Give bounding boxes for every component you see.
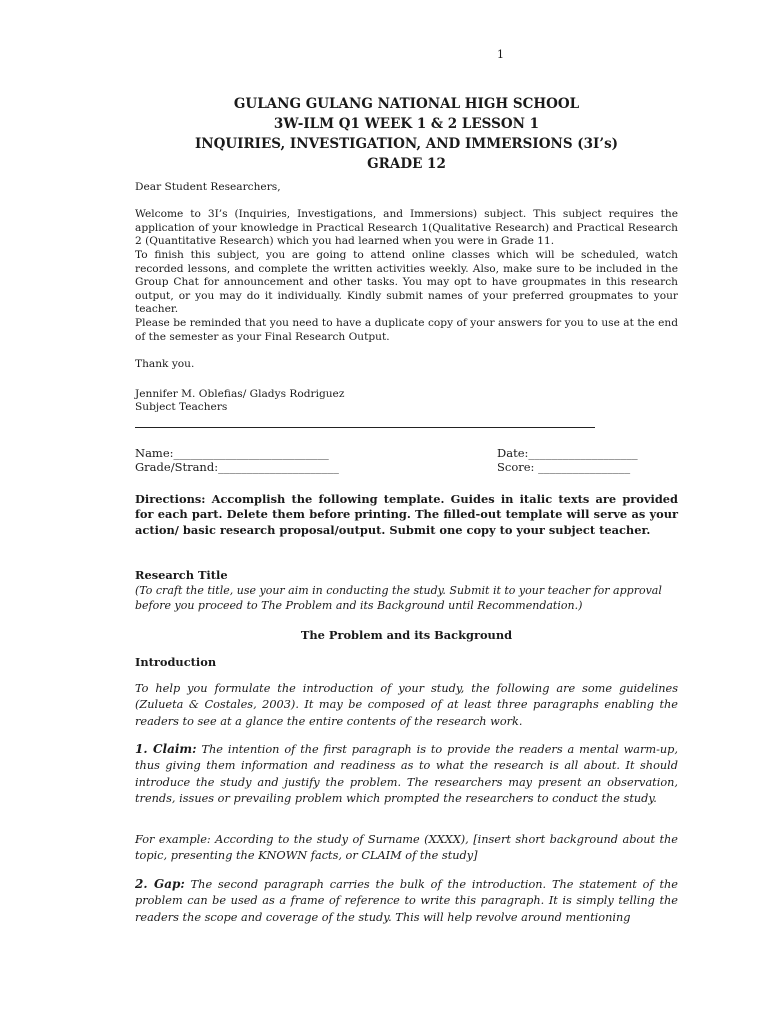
- name-field[interactable]: Name:___________________________: [135, 446, 329, 460]
- claim-paragraph: [135, 741, 678, 807]
- grade-strand-field[interactable]: Grade/Strand:_____________________: [135, 460, 339, 474]
- signatories: Jennifer M. Oblefias/ Gladys Rodriguez: [135, 388, 345, 400]
- student-info-fields: [135, 446, 678, 474]
- signatories-role: Subject Teachers: [135, 401, 228, 413]
- document-header: [135, 94, 678, 174]
- date-field[interactable]: Date:___________________: [497, 446, 638, 460]
- problem-background-heading: The Problem and its Background: [300, 628, 513, 642]
- example-paragraph: For example: According to the study of Surname (XXXX), [insert short background about the topic, presenting the KNOWN facts, or CLAIM of the study]: [135, 833, 678, 863]
- claim-label: 1. Claim:: [135, 742, 197, 756]
- salutation: Dear Student Researchers,: [135, 181, 281, 193]
- letter-paragraph-1: Welcome to 3I’s (Inquiries, Investigations, and Immersions) subject. This subject requires the application of your knowledge in Practical Research 1(Qualitative Research) and Practical Research 2 (Quantitative Research) which you had learned when you were in Grade 11.: [135, 208, 678, 248]
- introduction-guide: To help you formulate the introduction of your study, the following are some guidelines (Zulueta & Costales, 2003). It may be composed of at least three paragraphs enabling the readers to see at a glance the entire contents of the research work.: [135, 682, 678, 728]
- research-title-heading: Research Title: [135, 568, 228, 582]
- introduction-heading: Introduction: [135, 655, 217, 669]
- score-field[interactable]: Score: ________________: [497, 460, 631, 474]
- letter-paragraph-3: Please be reminded that you need to have a duplicate copy of your answers for you to use at the end of the semester as your Final Research Output.: [135, 317, 678, 343]
- letter-paragraph-2: To finish this subject, you are going to attend online classes which will be scheduled, watch recorded lessons, and complete the written activities weekly. Also, make sure to be included in the Group Chat for announcement and other tasks. You may opt to have groupmates in this research output, or you may do it individually. Kindly submit names of your preferred groupmates to your teacher.: [135, 249, 678, 316]
- subject-title: INQUIRIES, INVESTIGATION, AND IMMERSIONS (3I’s): [194, 136, 619, 152]
- page-number: 1: [497, 48, 504, 61]
- gap-paragraph: [135, 876, 678, 926]
- claim-text: The intention of the first paragraph is to provide the readers a mental warm-up, thus giving them information and readiness as to what the research is all about. It should introduce the study and justify the problem. The researchers may present an observation, trends, issues or prevailing problem which prompted the researchers to conduct the study.: [135, 743, 678, 805]
- closing: Thank you.: [135, 358, 195, 370]
- divider-line: [135, 427, 595, 428]
- gap-label: 2. Gap:: [135, 877, 185, 891]
- gap-text: The second paragraph carries the bulk of the introduction. The statement of the problem can be used as a frame of reference to write this paragraph. It is simply telling the readers the scope and coverage of the study. This will help revolve around mentioning: [135, 878, 678, 924]
- school-name: GULANG GULANG NATIONAL HIGH SCHOOL: [233, 96, 580, 112]
- directions: Directions: Accomplish the following template. Guides in italic texts are provided for each part. Delete them before printing. The filled-out template will serve as your action/ basic research proposal/output. Submit one copy to your subject teacher.: [135, 492, 678, 537]
- research-title-guide: (To craft the title, use your aim in conducting the study. Submit it to your teacher for approval before you proceed to The Problem and its Background until Recommendation.): [135, 584, 662, 612]
- grade-level: GRADE 12: [367, 156, 446, 172]
- module-title: 3W-ILM Q1 WEEK 1 & 2 LESSON 1: [273, 116, 540, 132]
